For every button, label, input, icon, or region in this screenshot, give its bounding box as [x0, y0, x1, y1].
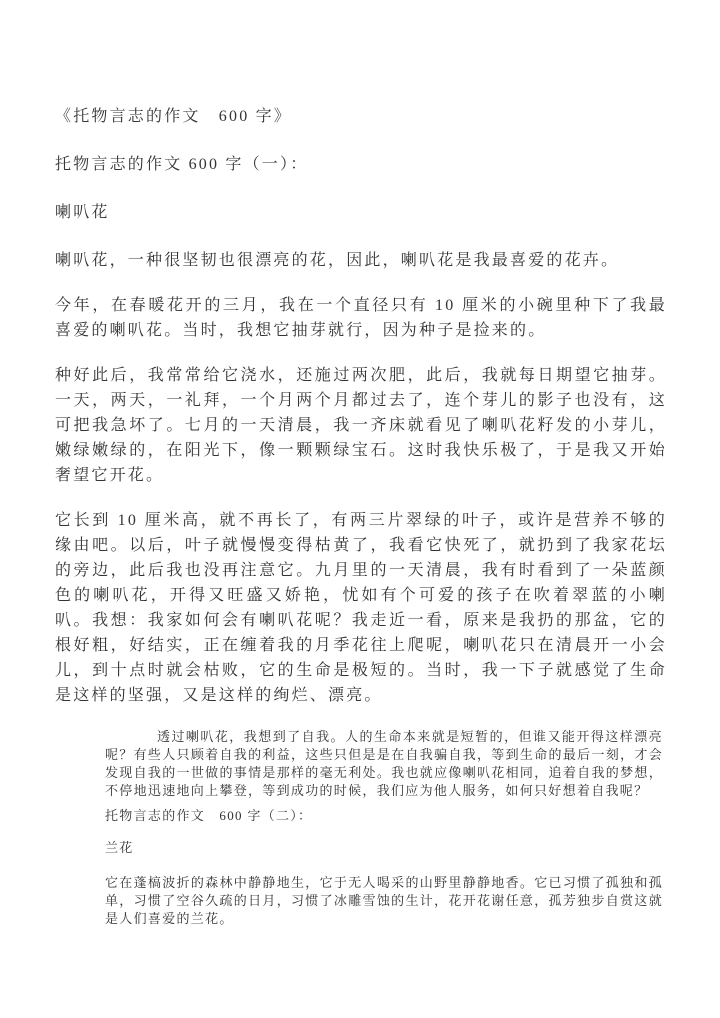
section2-heading: 托物言志的作文 600 字（二）：: [105, 808, 313, 823]
section1-heading: 托物言志的作文 600 字（一）：: [55, 156, 309, 173]
document-title: 《托物言志的作文 600 字》: [55, 108, 293, 125]
essay1-title: 喇叭花: [55, 204, 110, 221]
essay2-paragraph-1: 它在蓬槁波折的森林中静静地生，它于无人喝采的山野里静静地香。它已习惯了孤独和孤单，习惯了空谷久疏的日月，习惯了冰雕雪蚀的生计，花开花谢任意，孤芳独步自赏这就是人们喜爱的兰花。: [105, 875, 663, 926]
essay1-paragraph-4: 它长到 10 厘米高，就不再长了，有两三片翠绿的叶子，或许是营养不够的缘由吧。以后，叶子就慢慢变得枯黄了，我看它快死了，就扔到了我家花坛的旁边，此后我也没再注意它。九月里的一天清晨，我有时看到了一朵蓝颜色的喇叭花，开得又旺盛又娇艳，忧如有个可爱的孩子在吹着翠蓝的小喇叭。我想：我家如何会有喇叭花呢？我走近一看，原来是我扔的那盆，它的根好粗，好结实，正在缠着我的月季花往上爬呢，喇叭花只在清晨开一小会儿，到十点时就会枯败，它的生命是极短的。当时，我一下子就感觉了生命是这样的坚强，又是这样的绚烂、漂亮。: [55, 512, 667, 704]
essay2-title: 兰花: [105, 840, 134, 855]
essay1-paragraph-3: 种好此后，我常常给它浇水，还施过两次肥，此后，我就每日期望它抽芽。一天，两天，一礼拜，一个月两个月都过去了，连个芽儿的影子也没有，这可把我急坏了。七月的一天清晨，我一齐床就看见了喇叭花籽发的小芽儿，嫩绿嫩绿的，在阳光下，像一颗颗绿宝石。这时我快乐极了，于是我又开始奢望它开花。: [55, 367, 667, 484]
essay-secondary-section: [0, 728, 720, 928]
essay1-paragraph-1: 喇叭花，一种很坚韧也很漂亮的花，因此，喇叭花是我最喜爱的花卉。: [55, 252, 620, 269]
reflection-paragraph: 透过喇叭花，我想到了自我。人的生命本来就是短暂的，但谁又能开得这样漂亮呢？有些人只顾着自我的利益，这些只但是是在自我骗自我，等到生命的最后一刻，才会发现自我的一世做的事情是那样的毫无利处。我也就应像喇叭花相同，追着自我的梦想，不停地迅速地向上攀登，等到成功的时候，我们应为他人服务，如何只好想着自我呢？: [105, 729, 663, 798]
essay1-paragraph-2: 今年，在春暖花开的三月，我在一个直径只有 10 厘米的小碗里种下了我最喜爱的喇叭花。当时，我想它抽芽就行，因为种子是捡来的。: [55, 297, 667, 339]
